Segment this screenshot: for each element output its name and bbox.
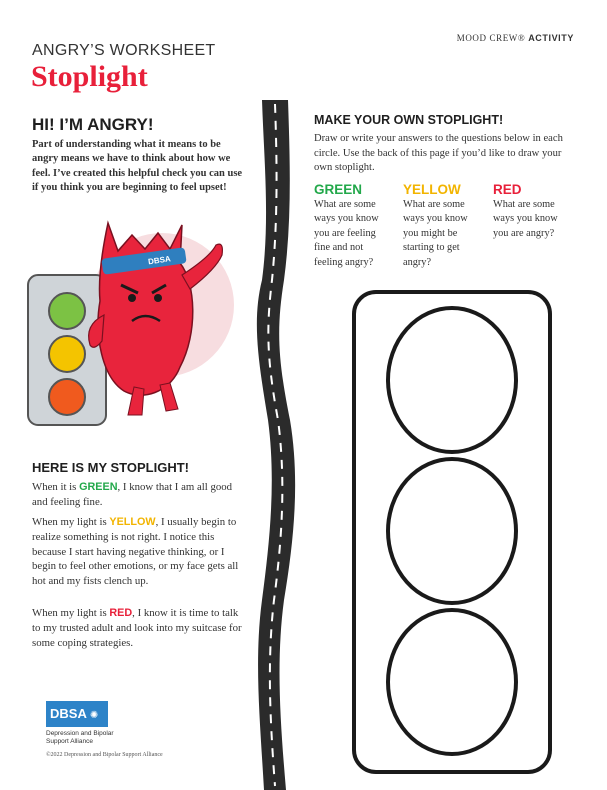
green-pre-text: When it is — [32, 481, 80, 493]
yellow-word: YELLOW — [109, 516, 156, 528]
red-column-label: RED — [493, 182, 522, 197]
stoplight-outline — [354, 292, 550, 772]
green-post-text: , I know that I am all good and feeling fine. — [32, 481, 233, 508]
yellow-paragraph — [32, 515, 244, 589]
green-column-label: GREEN — [314, 182, 363, 197]
red-pre-text: When my light is — [32, 607, 110, 619]
answer-circle-yellow[interactable] — [388, 459, 516, 603]
intro-heading: HI! I’M ANGRY! — [32, 115, 154, 134]
brand-suffix: ACTIVITY — [528, 33, 574, 43]
stoplight-heading: HERE IS MY STOPLIGHT! — [32, 460, 189, 475]
sunburst-icon: ✺ — [89, 710, 99, 721]
green-word: GREEN — [79, 481, 118, 493]
red-word: RED — [109, 607, 133, 619]
make-heading: MAKE YOUR OWN STOPLIGHT! — [314, 113, 504, 127]
red-paragraph — [32, 606, 244, 650]
yellow-column-question: What are some ways you know you might be starting to get angry? — [403, 199, 468, 268]
brand-prefix: MOOD CREW® — [456, 33, 526, 43]
worksheet-kicker: ANGRY’S WORKSHEET — [32, 42, 216, 59]
brand-line — [457, 33, 574, 43]
dbsa-logo — [46, 701, 108, 727]
org-line-1: Depression and Bipolar — [46, 730, 114, 737]
make-body: Draw or write your answers to the questions below in each circle. Use the back of this page if you’d like to draw your own stoplight. — [314, 133, 563, 174]
headband-text: DBSA — [147, 254, 172, 267]
blank-stoplight — [340, 284, 560, 784]
yellow-column-label: YELLOW — [403, 182, 461, 197]
road-divider — [250, 100, 300, 790]
answer-circle-green[interactable] — [388, 308, 516, 452]
red-column-question: What are some ways you know you are angry? — [493, 199, 558, 239]
green-paragraph — [32, 480, 244, 510]
answer-circle-red[interactable] — [388, 610, 516, 754]
traffic-light-icon — [28, 275, 106, 425]
org-line-2: Support Alliance — [46, 738, 93, 745]
logo-text: DBSA — [50, 706, 87, 721]
yellow-post-text: , I usually begin to realize something is not right. I notice this because I start having negative thinking, or I begin to feel other emotions, or my face gets all hot and my fists clench up. — [32, 516, 239, 588]
page-title: Stoplight — [31, 60, 148, 93]
footer-org — [46, 730, 136, 746]
intro-body: Part of understanding what it means to be angry means we have to think about how we feel. I’ve created this helpful check you can use if you think you are beginning to feel upset! — [32, 139, 243, 194]
green-column-question: What are some ways you know you are feeling fine and not feeling angry? — [314, 199, 379, 268]
red-post-text: , I know it is time to talk to my trusted adult and look into my suitcase for some coping strategies. — [32, 607, 242, 649]
yellow-pre-text: When my light is — [32, 516, 110, 528]
footer-copyright: ©2022 Depression and Bipolar Support Alliance — [46, 752, 163, 758]
angry-character-illustration — [20, 205, 255, 435]
